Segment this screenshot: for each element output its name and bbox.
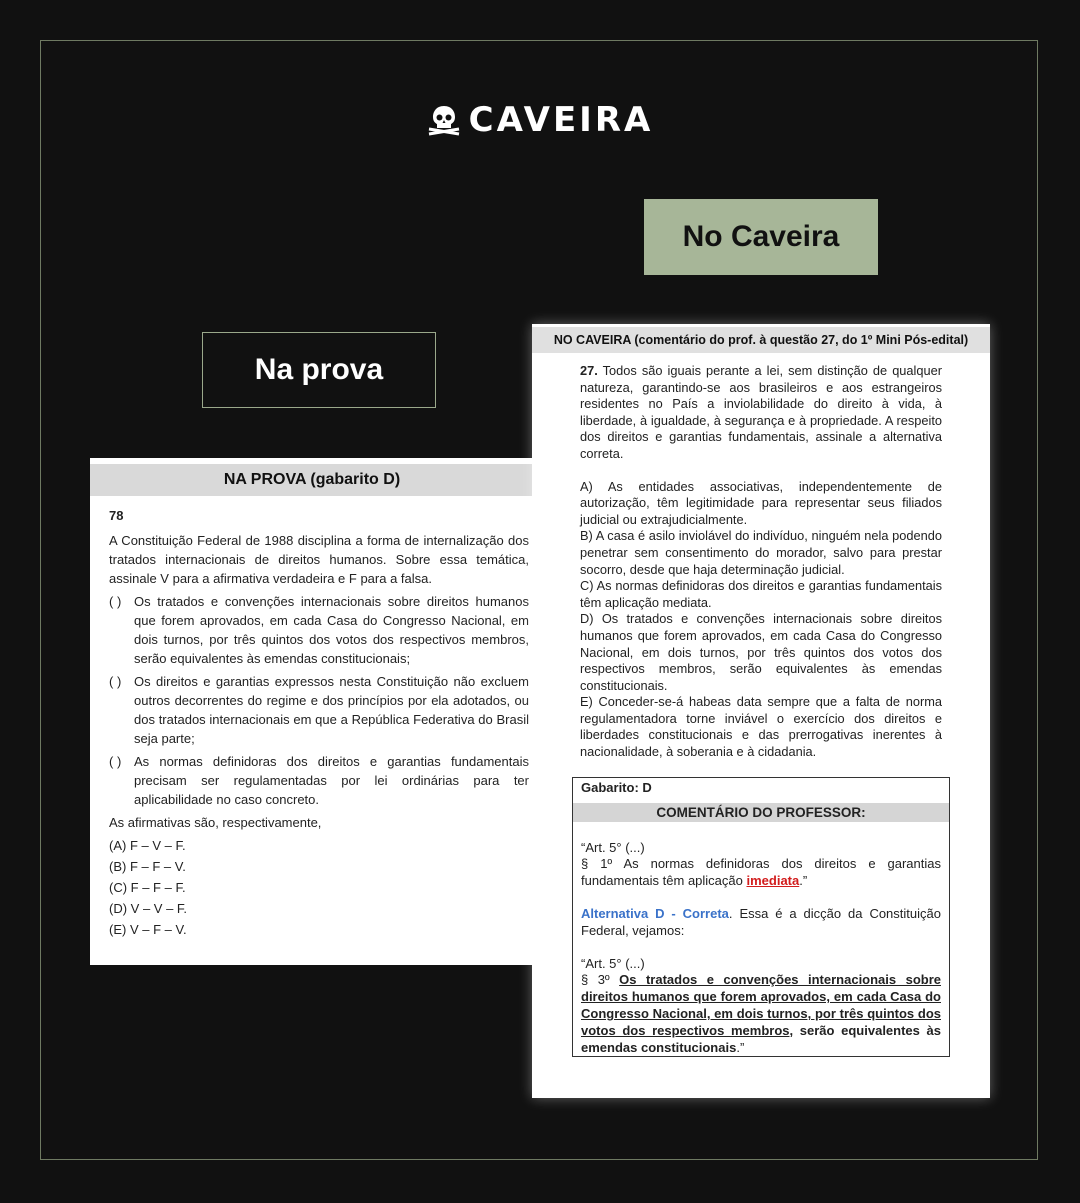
answer-option: (A) F – V – F. bbox=[109, 838, 186, 853]
answer-option: (B) F – F – V. bbox=[109, 859, 186, 874]
brand-logo[interactable] bbox=[0, 100, 1080, 140]
professor-comment-title: COMENTÁRIO DO PROFESSOR: bbox=[573, 803, 949, 822]
course-question bbox=[580, 363, 942, 463]
answer-option: (C) F – F – F. bbox=[109, 880, 186, 895]
correct-alternative-note: Alternativa D - Correta. Essa é a dicção da Constituição Federal, vejamos: bbox=[581, 906, 941, 938]
alternative: D) Os tratados e convenções internacionais sobre direitos humanos que forem aprovados, em cada Casa do Congresso Nacional, em dois turnos, por três quintos dos votos dos respectivos membros, serão equivalentes às emendas constitucionais. bbox=[580, 611, 942, 693]
statement-text: Os tratados e convenções internacionais sobre direitos humanos que forem aprovados, em cada Casa do Congresso Nacional, em dois turnos, por três quintos dos votos dos respectivos membros, serão equivalentes às emendas constitucionais; bbox=[134, 594, 529, 666]
answer-key: Gabarito: D bbox=[581, 779, 652, 795]
alternative: B) A casa é asilo inviolável do indivíduo, ninguém nela podendo penetrar sem consentimento do morador, salvo para prestar socorro, desde que haja determinação judicial. bbox=[580, 528, 942, 577]
answer-option: (E) V – F – V. bbox=[109, 922, 187, 937]
course-question-number: 27. bbox=[580, 363, 598, 378]
statement-item bbox=[109, 752, 529, 809]
brand-name: CAVEIRA bbox=[468, 100, 654, 140]
statement-text: As normas definidoras dos direitos e garantias fundamentais precisam ser regulamentadas por lei ordinárias para ter aplicabilidade no caso concreto. bbox=[134, 754, 529, 807]
course-comment-card bbox=[532, 324, 990, 1098]
course-question-text: Todos são iguais perante a lei, sem distinção de qualquer natureza, garantindo-se aos brasileiros e aos estrangeiros residentes no País a inviolabilidade do direito à vida, à liberdade, à igualdade, à segurança e à propriedade. A respeito dos direitos e garantias fundamentais, assinale a alternativa correta. bbox=[580, 363, 942, 461]
course-card-header: NO CAVEIRA (comentário do prof. à questão 27, do 1º Mini Pós-edital) bbox=[532, 327, 990, 353]
skull-icon bbox=[427, 103, 461, 137]
statement-item bbox=[109, 672, 529, 748]
highlight-word: imediata bbox=[746, 873, 800, 889]
statement-mark: ( ) bbox=[109, 674, 122, 689]
exam-question-card bbox=[90, 458, 534, 965]
alternative: C) As normas definidoras dos direitos e garantias fundamentais têm aplicação mediata. bbox=[580, 578, 942, 610]
law-paragraph-1: § 1º As normas definidoras dos direitos e garantias fundamentais têm aplicação imediata.” bbox=[581, 856, 941, 889]
answer-box bbox=[572, 777, 950, 1058]
tag-no-caveira: No Caveira bbox=[644, 199, 878, 275]
statement-mark: ( ) bbox=[109, 594, 122, 609]
answer-option: (D) V – V – F. bbox=[109, 901, 188, 916]
law-article: “Art. 5° (...) bbox=[581, 955, 645, 971]
question-prompt: As afirmativas são, respectivamente, bbox=[109, 815, 322, 830]
alternative: E) Conceder-se-á habeas data sempre que a falta de norma regulamentadora torne inviável o exercício dos direitos e liberdades constitucionais e das prerrogativas inerentes à nacionalidade, à soberania e à cidadania. bbox=[580, 694, 942, 760]
statement-text: Os direitos e garantias expressos nesta Constituição não excluem outros decorrentes do regime e dos princípios por ela adotados, ou dos tratados internacionais em que a República Federativa do Brasil seja parte; bbox=[134, 674, 529, 746]
alternative: A) As entidades associativas, independentemente de autorização, têm legitimidade para representar seus filiados judicial ou extrajudicialmente. bbox=[580, 478, 942, 527]
exam-card-header: NA PROVA (gabarito D) bbox=[90, 464, 534, 496]
question-intro: A Constituição Federal de 1988 disciplina a forma de internalização dos tratados internacionais de direitos humanos. Sobre essa temática, assinale V para a afirmativa verdadeira e F para a falsa. bbox=[109, 533, 529, 586]
tag-na-prova: Na prova bbox=[202, 332, 436, 408]
question-number: 78 bbox=[109, 508, 124, 523]
law-paragraph-3: § 3º Os tratados e convenções internacionais sobre direitos humanos que forem aprovados, em cada Casa do Congresso Nacional, em dois turnos, por três quintos dos votos dos respectivos membros, serão equivalentes às emendas constitucionais.” bbox=[581, 972, 941, 1055]
correct-alternative-label: Alternativa D - Correta bbox=[581, 906, 729, 922]
statement-item bbox=[109, 592, 529, 668]
law-article: “Art. 5° (...) bbox=[581, 839, 645, 855]
statement-mark: ( ) bbox=[109, 754, 122, 769]
